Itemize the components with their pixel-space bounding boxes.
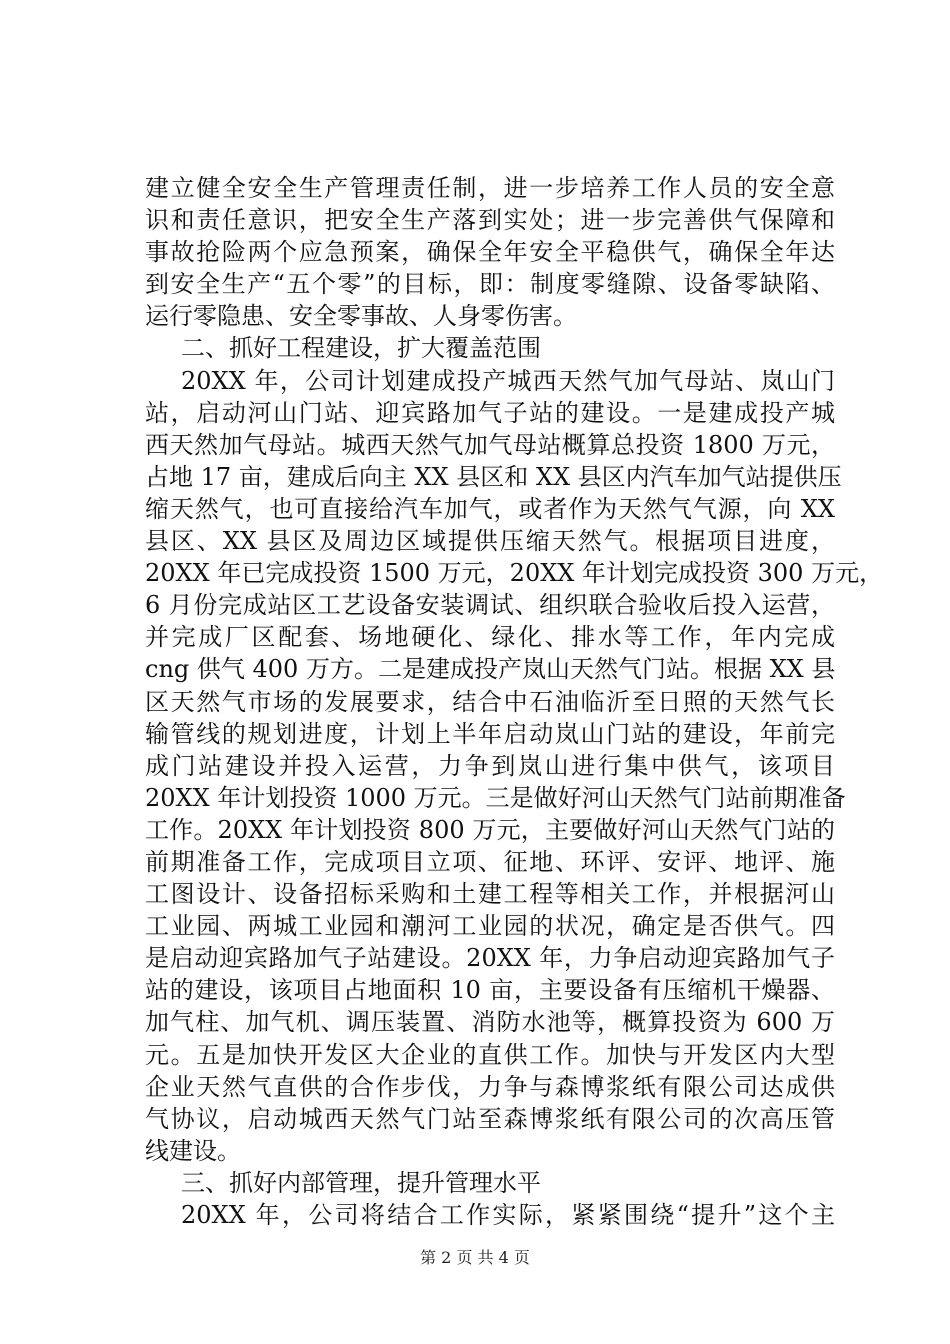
text-line: 20XX 年已完成投资 1500 万元，20XX 年计划完成投资 300 万元， — [145, 559, 884, 588]
text-line: 元。五是加快开发区大企业的直供工作。加快与开发区内大型 — [145, 1040, 835, 1069]
text-line: 占地 17 亩，建成后向主 XX 县区和 XX 县区内汽车加气站提供压 — [145, 462, 842, 491]
text-line: 到安全生产“五个零”的目标，即：制度零缝隙、设备零缺陷、 — [145, 270, 835, 299]
text-line: 输管线的规划进度，计划上半年启动岚山门站的建设，年前完 — [145, 719, 835, 748]
text-line: 加气柱、加气机、调压装置、消防水池等，概算投资为 600 万 — [145, 1008, 835, 1037]
text-line: 气协议，启动城西天然气门站至森博浆纸有限公司的次高压管 — [145, 1104, 835, 1133]
text-line: 企业天然气直供的合作步伐，力争与森博浆纸有限公司达成供 — [145, 1072, 835, 1101]
text-line: 二、抓好工程建设，扩大覆盖范围 — [181, 334, 541, 363]
text-line: 成门站建设并投入运营，力争到岚山进行集中供气，该项目 — [145, 751, 835, 780]
text-line: 缩天然气，也可直接给汽车加气，或者作为天然气气源，向 XX — [145, 494, 835, 523]
page-footer: 第 2 页 共 4 页 — [420, 1248, 530, 1267]
text-line: 是启动迎宾路加气子站建设。20XX 年，力争启动迎宾路加气子 — [145, 944, 835, 973]
text-line: 事故抢险两个应急预案，确保全年安全平稳供气，确保全年达 — [145, 238, 835, 267]
text-line: 工图设计、设备招标采购和土建工程等相关工作，并根据河山 — [145, 880, 835, 909]
text-line: 20XX 年计划投资 1000 万元。三是做好河山天然气门站前期准备 — [145, 783, 846, 812]
text-line: 西天然加气母站。城西天然气加气母站概算总投资 1800 万元， — [145, 430, 835, 459]
text-line: 县区、XX 县区及周边区域提供压缩天然气。根据项目进度， — [145, 527, 835, 556]
text-line: 区天然气市场的发展要求，结合中石油临沂至日照的天然气长 — [145, 687, 835, 716]
text-line: 6 月份完成站区工艺设备安装调试、组织联合验收后投入运营， — [145, 591, 835, 620]
text-line: 并完成厂区配套、场地硬化、绿化、排水等工作，年内完成 — [145, 623, 835, 652]
text-line: 工作。20XX 年计划投资 800 万元，主要做好河山天然气门站的 — [145, 815, 835, 844]
text-line: 站，启动河山门站、迎宾路加气子站的建设。一是建成投产城 — [145, 398, 835, 427]
text-line: 20XX 年，公司计划建成投产城西天然气加气母站、岚山门 — [181, 366, 835, 395]
document-body — [145, 172, 884, 1231]
text-line: 三、抓好内部管理，提升管理水平 — [181, 1168, 541, 1197]
text-line: 线建设。 — [145, 1136, 241, 1165]
text-line: 工业园、两城工业园和潮河工业园的状况，确定是否供气。四 — [145, 912, 835, 941]
text-line: 建立健全安全生产管理责任制，进一步培养工作人员的安全意 — [145, 174, 835, 202]
text-line: 识和责任意识，把安全生产落到实处；进一步完善供气保障和 — [145, 206, 835, 235]
text-line: 20XX 年，公司将结合工作实际，紧紧围绕“提升”这个主 — [181, 1201, 835, 1229]
text-line: 前期准备工作，完成项目立项、征地、环评、安评、地评、施 — [145, 847, 835, 876]
text-line: 运行零隐患、安全零事故、人身零伤害。 — [145, 302, 577, 331]
text-line: 站的建设，该项目占地面积 10 亩，主要设备有压缩机干燥器、 — [145, 976, 835, 1005]
text-line: cng 供气 400 万方。二是建成投产岚山天然气门站。根据 XX 县 — [145, 655, 836, 684]
